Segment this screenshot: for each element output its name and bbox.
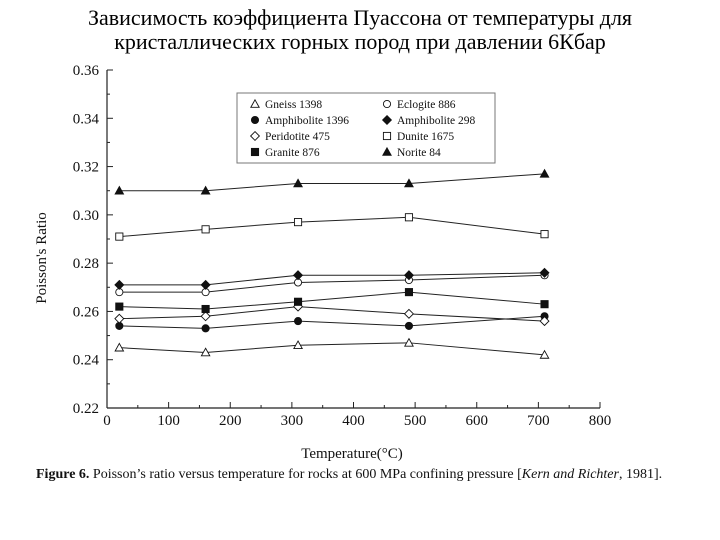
- series-2: [115, 302, 549, 325]
- caption-text: Poisson’s ratio versus temperature for rocks at 600 MPa confining pressure [: [92, 467, 522, 482]
- legend-label: Gneiss 1398: [265, 99, 323, 111]
- legend-marker: [251, 148, 258, 155]
- series-7: [115, 170, 549, 194]
- y-axis-label: Poisson's Ratio: [34, 212, 50, 304]
- x-tick-label: 200: [219, 413, 242, 429]
- data-point: [202, 226, 209, 233]
- data-point: [294, 317, 301, 324]
- y-tick-label: 0.26: [72, 304, 99, 321]
- data-point: [405, 289, 412, 296]
- series-line: [119, 292, 544, 309]
- series-5: [115, 268, 549, 289]
- y-tick-label: 0.32: [72, 159, 99, 176]
- x-axis-label: Temperature(°C): [301, 446, 403, 462]
- data-point: [201, 312, 210, 321]
- figure-caption: [36, 466, 686, 483]
- data-point: [294, 271, 303, 280]
- data-point: [201, 280, 210, 289]
- series-line: [119, 275, 544, 292]
- legend-label: Eclogite 886: [397, 99, 456, 111]
- legend-label: Norite 84: [397, 147, 441, 159]
- x-tick-label: 0: [103, 413, 111, 429]
- legend-label: Amphibolite 1396: [265, 115, 350, 127]
- series-1: [116, 313, 548, 332]
- x-tick-label: 600: [465, 413, 488, 429]
- y-tick-label: 0.30: [72, 207, 99, 224]
- series-line: [119, 343, 544, 355]
- caption-tail: , 1981].: [618, 467, 663, 482]
- data-point: [405, 322, 412, 329]
- series-line: [119, 217, 544, 236]
- x-tick-label: 700: [527, 413, 550, 429]
- y-tick-label: 0.36: [72, 63, 99, 79]
- data-point: [294, 298, 301, 305]
- legend-marker: [251, 116, 258, 123]
- data-point: [405, 309, 414, 318]
- legend-marker: [383, 100, 390, 107]
- data-point: [405, 214, 412, 221]
- caption-label: Figure 6.: [36, 467, 90, 482]
- legend-item: [251, 115, 349, 127]
- series-group: [115, 170, 549, 359]
- x-axis-ticks: [103, 402, 611, 429]
- legend-label: Peridotite 475: [265, 131, 330, 143]
- y-tick-label: 0.34: [72, 111, 99, 128]
- legend-item: [383, 115, 476, 127]
- data-point: [294, 219, 301, 226]
- series-0: [115, 339, 549, 359]
- data-point: [116, 233, 123, 240]
- series-6: [116, 214, 548, 241]
- data-point: [202, 305, 209, 312]
- series-line: [119, 174, 544, 191]
- data-point: [115, 343, 123, 351]
- data-point: [115, 314, 124, 323]
- slide-title-line-1: Зависимость коэффициента Пуассона от температуры для: [87, 5, 633, 30]
- legend-label: Amphibolite 298: [397, 115, 476, 127]
- series-line: [119, 273, 544, 285]
- data-point: [541, 301, 548, 308]
- legend: [237, 93, 495, 163]
- slide-title-line-2: кристаллических горных пород при давлении 6Кбар: [114, 29, 606, 54]
- y-tick-label: 0.28: [72, 256, 99, 273]
- data-point: [115, 280, 124, 289]
- x-tick-label: 100: [157, 413, 180, 429]
- legend-marker: [383, 132, 390, 139]
- x-tick-label: 300: [280, 413, 304, 429]
- data-point: [540, 170, 548, 178]
- caption-reference: Kern and Richter: [521, 467, 619, 482]
- x-tick-label: 500: [403, 413, 427, 429]
- data-point: [116, 303, 123, 310]
- legend-label: Granite 876: [265, 147, 320, 159]
- legend-label: Dunite 1675: [397, 131, 455, 143]
- x-tick-label: 400: [342, 413, 365, 429]
- y-tick-label: 0.24: [72, 352, 99, 369]
- x-tick-label: 800: [588, 413, 612, 429]
- data-point: [202, 325, 209, 332]
- data-point: [541, 231, 548, 238]
- y-tick-label: 0.22: [72, 401, 99, 417]
